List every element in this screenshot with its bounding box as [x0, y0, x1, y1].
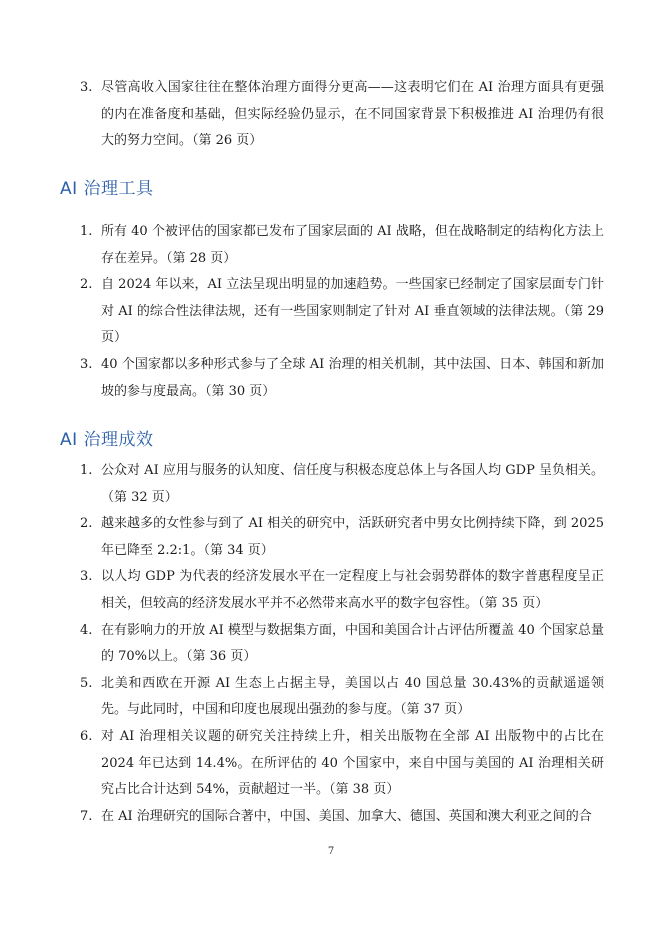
list-item — [80, 75, 604, 155]
item-text: 越来越多的女性参与到了 AI 相关的研究中，活跃研究者中男女比例持续下降，到 2025 年已降至 2.2:1。（第 34 页） — [101, 516, 604, 558]
item-text: 所有 40 个被评估的国家都已发布了国家层面的 AI 战略，但在战略制定的结构化方法上存在差异。（第 28 页） — [101, 224, 604, 266]
item-number: 7. — [80, 808, 93, 824]
governance-effect-list — [80, 458, 604, 830]
item-number: 3. — [80, 356, 93, 372]
section-heading-governance-effect: AI 治理成效 — [60, 430, 154, 450]
list-item — [80, 352, 604, 405]
item-number: 1. — [80, 463, 93, 478]
item-number: 6. — [80, 728, 93, 744]
list-item — [80, 219, 604, 272]
item-number: 3. — [80, 80, 93, 95]
item-number: 2. — [80, 516, 93, 532]
item-number: 2. — [80, 277, 93, 293]
item-number: 3. — [80, 569, 93, 585]
list-item — [80, 272, 604, 352]
list-item — [80, 804, 604, 831]
item-text: 北美和西欧在开源 AI 生态上占据主导，美国以占 40 国总量 30.43%的贡献遥遥领先。与此同时，中国和印度也展现出强劲的参与度。（第 37 页） — [101, 675, 604, 718]
item-number: 5. — [80, 675, 93, 691]
governance-tools-list — [80, 219, 604, 405]
continued-list — [80, 75, 604, 155]
list-item — [80, 458, 604, 511]
item-text: 在 AI 治理研究的国际合著中，中国、美国、加拿大、德国、英国和澳大利亚之间的合 — [101, 808, 592, 824]
item-number: 4. — [80, 622, 93, 638]
list-item — [80, 511, 604, 564]
item-text: 在有影响力的开放 AI 模型与数据集方面，中国和美国合计占评估所覆盖 40 个国家总量的 70%以上。（第 36 页） — [101, 622, 604, 665]
list-item — [80, 618, 604, 671]
item-text: 对 AI 治理相关议题的研究关注持续上升，相关出版物在全部 AI 出版物中的占比在 2024 年已达到 14.4%。在所评估的 40 个国家中，来自中国与美国的 AI 治理相关研究占比合计达到 54%，贡献超过一半。（第 38 页） — [101, 728, 604, 798]
list-item — [80, 671, 604, 724]
item-text: 40 个国家都以多种形式参与了全球 AI 治理的相关机制，其中法国、日本、韩国和新加坡的参与度最高。（第 30 页） — [101, 356, 604, 399]
section-heading-governance-tools: AI 治理工具 — [60, 179, 154, 199]
item-text: 自 2024 年以来，AI 立法呈现出明显的加速趋势。一些国家已经制定了国家层面专门针对 AI 的综合性法律法规，还有一些国家则制定了针对 AI 垂直领域的法律法规。（第 29 页） — [101, 277, 604, 346]
list-item — [80, 724, 604, 804]
item-text: 公众对 AI 应用与服务的认知度、信任度与积极态度总体上与各国人均 GDP 呈负相关。（第 32 页） — [101, 463, 604, 505]
item-text: 以人均 GDP 为代表的经济发展水平在一定程度上与社会弱势群体的数字普惠程度呈正相关，但较高的经济发展水平并不必然带来高水平的数字包容性。（第 35 页） — [101, 569, 604, 611]
page-number: 7 — [327, 846, 335, 857]
item-number: 1. — [80, 224, 93, 239]
list-item — [80, 564, 604, 617]
item-text: 尽管高收入国家往往在整体治理方面得分更高——这表明它们在 AI 治理方面具有更强的内在准备度和基础，但实际经验仍显示，在不同国家背景下积极推进 AI 治理仍有很大的努力空间。（第 26 页） — [101, 80, 604, 149]
